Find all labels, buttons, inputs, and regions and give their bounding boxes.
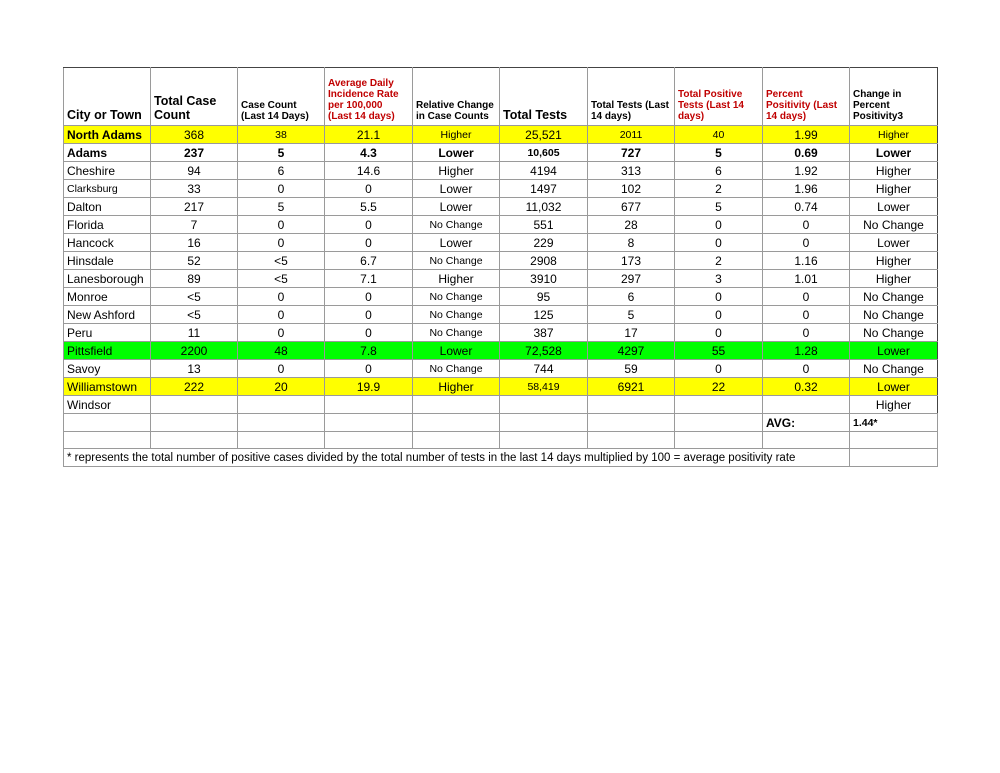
table-cell: <5: [238, 270, 325, 288]
city-name-cell: Adams: [64, 144, 151, 162]
table-cell: 1.92: [763, 162, 850, 180]
city-name-cell: Williamstown: [64, 378, 151, 396]
table-cell: 17: [588, 324, 675, 342]
table-cell: [500, 414, 588, 432]
table-cell: [763, 396, 850, 414]
table-row: [64, 306, 938, 324]
table-cell: 0: [675, 234, 763, 252]
table-row: [64, 378, 938, 396]
table-cell: Higher: [850, 162, 938, 180]
table-row: [64, 324, 938, 342]
table-cell: Higher: [850, 270, 938, 288]
table-cell: 8: [588, 234, 675, 252]
table-cell: 58,419: [500, 378, 588, 396]
table-cell: 297: [588, 270, 675, 288]
header-relative-change: Relative Change in Case Counts: [413, 68, 500, 126]
table-cell: 0: [238, 180, 325, 198]
table-cell: 7: [151, 216, 238, 234]
table-cell: 0: [675, 306, 763, 324]
city-name-cell: Clarksburg: [64, 180, 151, 198]
city-name-cell: Monroe: [64, 288, 151, 306]
table-cell: 0.69: [763, 144, 850, 162]
city-name-cell: Dalton: [64, 198, 151, 216]
table-cell: Higher: [850, 126, 938, 144]
avg-value: 1.44*: [850, 414, 938, 432]
table-cell: 217: [151, 198, 238, 216]
table-cell: 102: [588, 180, 675, 198]
footnote-row: [64, 449, 938, 467]
table-cell: 55: [675, 342, 763, 360]
table-cell: 0: [238, 324, 325, 342]
table-row: [64, 234, 938, 252]
table-cell: 5: [675, 144, 763, 162]
table-cell: 1.96: [763, 180, 850, 198]
table-cell: No Change: [413, 306, 500, 324]
table-cell: <5: [238, 252, 325, 270]
table-cell: [500, 396, 588, 414]
table-cell: No Change: [850, 324, 938, 342]
table-row: [64, 342, 938, 360]
table-row: [64, 180, 938, 198]
table-cell: No Change: [413, 324, 500, 342]
table-row: [64, 162, 938, 180]
city-name-cell: Peru: [64, 324, 151, 342]
table-cell: 7.1: [325, 270, 413, 288]
table-cell: 38: [238, 126, 325, 144]
table-cell: 72,528: [500, 342, 588, 360]
table-cell: [675, 396, 763, 414]
table-cell: Lower: [413, 198, 500, 216]
table-cell: [151, 414, 238, 432]
table-cell: Lower: [850, 378, 938, 396]
table-cell: [325, 396, 413, 414]
table-cell: 5.5: [325, 198, 413, 216]
table-cell: 6: [238, 162, 325, 180]
table-cell: 25,521: [500, 126, 588, 144]
table-cell: 0: [238, 216, 325, 234]
table-cell: 0: [675, 324, 763, 342]
table-cell: 59: [588, 360, 675, 378]
table-cell: 5: [675, 198, 763, 216]
table-cell: Higher: [850, 252, 938, 270]
table-cell: 1497: [500, 180, 588, 198]
table-cell: 2011: [588, 126, 675, 144]
header-case-count-14: Case Count (Last 14 Days): [238, 68, 325, 126]
table-cell: 551: [500, 216, 588, 234]
city-name-cell: Hinsdale: [64, 252, 151, 270]
table-cell: 89: [151, 270, 238, 288]
blank-row: [64, 432, 938, 449]
covid-data-table: [63, 67, 938, 467]
table-row: [64, 216, 938, 234]
table-cell: 0: [325, 360, 413, 378]
table-cell: No Change: [850, 288, 938, 306]
table-cell: 3: [675, 270, 763, 288]
table-cell: 16: [151, 234, 238, 252]
table-cell: 0: [763, 324, 850, 342]
table-cell: 13: [151, 360, 238, 378]
table-cell: 5: [588, 306, 675, 324]
table-cell: 744: [500, 360, 588, 378]
table-cell: 4194: [500, 162, 588, 180]
city-name-cell: Hancock: [64, 234, 151, 252]
table-row: [64, 288, 938, 306]
table-cell: 0: [675, 288, 763, 306]
table-cell: 677: [588, 198, 675, 216]
table-cell: 1.99: [763, 126, 850, 144]
city-name-cell: North Adams: [64, 126, 151, 144]
table-cell: 6.7: [325, 252, 413, 270]
table-cell: 0: [325, 234, 413, 252]
table-cell: Lower: [413, 234, 500, 252]
table-cell: 387: [500, 324, 588, 342]
table-cell: No Change: [413, 288, 500, 306]
table-cell: Lower: [850, 234, 938, 252]
table-row: [64, 396, 938, 414]
table-cell: 0: [325, 324, 413, 342]
header-total-tests: Total Tests: [500, 68, 588, 126]
table-cell: 6: [675, 162, 763, 180]
table-cell: Lower: [413, 342, 500, 360]
table-cell: 727: [588, 144, 675, 162]
table-cell: <5: [151, 288, 238, 306]
table-row: [64, 126, 938, 144]
table-cell: 5: [238, 144, 325, 162]
table-cell: 2908: [500, 252, 588, 270]
table-cell: 3910: [500, 270, 588, 288]
table-cell: Lower: [413, 180, 500, 198]
table-cell: 222: [151, 378, 238, 396]
table-cell: Higher: [413, 270, 500, 288]
table-cell: No Change: [413, 252, 500, 270]
table-cell: 1.28: [763, 342, 850, 360]
table-cell: 0: [763, 234, 850, 252]
table-cell: [588, 414, 675, 432]
table-cell: <5: [151, 306, 238, 324]
table-cell: Higher: [850, 180, 938, 198]
table-cell: Higher: [850, 396, 938, 414]
table-cell: 313: [588, 162, 675, 180]
city-name-cell: Florida: [64, 216, 151, 234]
header-incidence-rate: Average Daily Incidence Rate per 100,000 (Last 14 days): [325, 68, 413, 126]
table-cell: Lower: [850, 342, 938, 360]
table-cell: 48: [238, 342, 325, 360]
table-cell: [64, 414, 151, 432]
table-cell: 7.8: [325, 342, 413, 360]
city-name-cell: Cheshire: [64, 162, 151, 180]
table-cell: 0: [325, 306, 413, 324]
header-positive-tests-14: Total Positive Tests (Last 14 days): [675, 68, 763, 126]
table-cell: 0: [675, 216, 763, 234]
table-cell: 22: [675, 378, 763, 396]
table-cell: No Change: [850, 216, 938, 234]
table-cell: 2: [675, 180, 763, 198]
table-cell: 28: [588, 216, 675, 234]
footnote: * represents the total number of positive cases divided by the total number of tests in the last 14 days multiplied by 100 = average positivity rate: [64, 449, 850, 467]
table-cell: 6: [588, 288, 675, 306]
table-cell: 237: [151, 144, 238, 162]
table-cell: 125: [500, 306, 588, 324]
table-cell: 52: [151, 252, 238, 270]
table-cell: 14.6: [325, 162, 413, 180]
table-cell: 0.32: [763, 378, 850, 396]
table-cell: 10,605: [500, 144, 588, 162]
table-row: [64, 252, 938, 270]
table-cell: 33: [151, 180, 238, 198]
table-cell: No Change: [850, 306, 938, 324]
table-cell: [675, 414, 763, 432]
table-cell: [588, 396, 675, 414]
table-cell: 40: [675, 126, 763, 144]
table-cell: 368: [151, 126, 238, 144]
table-cell: 2200: [151, 342, 238, 360]
table-cell: 0: [325, 180, 413, 198]
table-cell: 0: [325, 216, 413, 234]
table-cell: 11: [151, 324, 238, 342]
table-cell: Higher: [413, 162, 500, 180]
table-cell: 5: [238, 198, 325, 216]
table-cell: 20: [238, 378, 325, 396]
table-row: [64, 360, 938, 378]
avg-row: [64, 414, 938, 432]
header-change-positivity: Change in Percent Positivity3: [850, 68, 938, 126]
table-cell: 0.74: [763, 198, 850, 216]
table-cell: 229: [500, 234, 588, 252]
table-cell: Higher: [413, 378, 500, 396]
spreadsheet: [63, 67, 938, 467]
table-cell: 2: [675, 252, 763, 270]
table-cell: 19.9: [325, 378, 413, 396]
city-name-cell: Windsor: [64, 396, 151, 414]
table-cell: 0: [763, 306, 850, 324]
table-cell: No Change: [850, 360, 938, 378]
table-cell: [413, 414, 500, 432]
header-total-tests-14: Total Tests (Last 14 days): [588, 68, 675, 126]
table-cell: Lower: [850, 144, 938, 162]
city-name-cell: Pittsfield: [64, 342, 151, 360]
table-cell: 0: [763, 216, 850, 234]
table-cell: 0: [238, 288, 325, 306]
table-cell: Lower: [413, 144, 500, 162]
table-cell: 1.16: [763, 252, 850, 270]
table-cell: [151, 396, 238, 414]
header-total-case-count: Total Case Count: [151, 68, 238, 126]
avg-label: AVG:: [763, 414, 850, 432]
table-cell: 95: [500, 288, 588, 306]
table-cell: Lower: [850, 198, 938, 216]
table-cell: 0: [763, 360, 850, 378]
table-cell: 0: [238, 360, 325, 378]
header-row: [64, 68, 938, 126]
table-cell: 0: [238, 306, 325, 324]
table-cell: No Change: [413, 360, 500, 378]
table-row: [64, 198, 938, 216]
city-name-cell: New Ashford: [64, 306, 151, 324]
table-cell: 21.1: [325, 126, 413, 144]
table-row: [64, 270, 938, 288]
table-cell: No Change: [413, 216, 500, 234]
table-cell: 173: [588, 252, 675, 270]
table-cell: [325, 414, 413, 432]
table-cell: Higher: [413, 126, 500, 144]
table-row: [64, 144, 938, 162]
table-cell: [413, 396, 500, 414]
table-cell: 0: [325, 288, 413, 306]
table-cell: 11,032: [500, 198, 588, 216]
table-cell: 4.3: [325, 144, 413, 162]
table-cell: [238, 414, 325, 432]
table-cell: 4297: [588, 342, 675, 360]
table-cell: 94: [151, 162, 238, 180]
city-name-cell: Lanesborough: [64, 270, 151, 288]
table-cell: 0: [763, 288, 850, 306]
table-cell: 1.01: [763, 270, 850, 288]
header-percent-positivity: Percent Positivity (Last 14 days): [763, 68, 850, 126]
table-cell: 0: [675, 360, 763, 378]
header-city: City or Town: [64, 68, 151, 126]
city-name-cell: Savoy: [64, 360, 151, 378]
table-cell: 0: [238, 234, 325, 252]
table-cell: 6921: [588, 378, 675, 396]
table-cell: [238, 396, 325, 414]
table-body: [64, 126, 938, 467]
